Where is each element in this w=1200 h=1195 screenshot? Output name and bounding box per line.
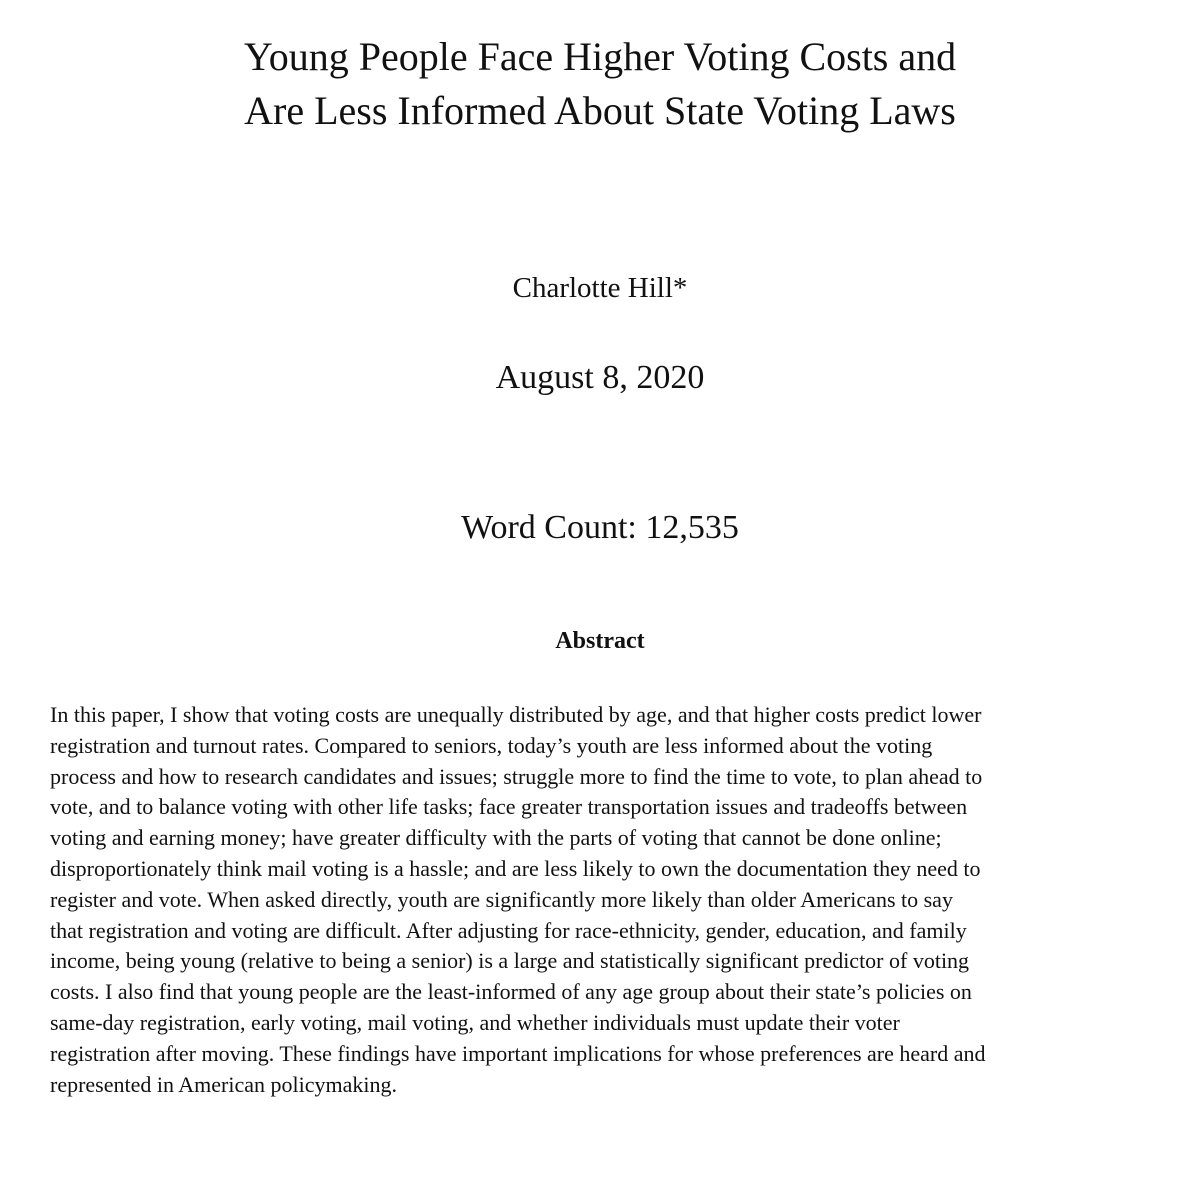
abstract-line: register and vote. When asked directly, youth are significantly more likely than older Americans to say bbox=[50, 886, 953, 912]
word-count: Word Count: 12,535 bbox=[461, 509, 739, 546]
abstract-line: same-day registration, early voting, mail voting, and whether individuals must update their voter bbox=[50, 1009, 900, 1035]
abstract-line: voting and earning money; have greater difficulty with the parts of voting that cannot be done online; bbox=[50, 825, 942, 851]
abstract-line: represented in American policymaking. bbox=[50, 1071, 397, 1097]
abstract-body bbox=[50, 700, 1170, 1100]
paper-title bbox=[0, 30, 1200, 138]
paper-title-line: Young People Face Higher Voting Costs and bbox=[243, 34, 957, 79]
abstract-line: process and how to research candidates and issues; struggle more to find the time to vote, to plan ahead to bbox=[50, 763, 983, 789]
abstract-line: registration and turnout rates. Compared to seniors, today’s youth are less informed about the voting bbox=[50, 732, 933, 758]
abstract-heading: Abstract bbox=[555, 628, 645, 654]
abstract-line: registration after moving. These findings have important implications for whose preferences are heard and bbox=[50, 1040, 986, 1066]
abstract-line: disproportionately think mail voting is a hassle; and are less likely to own the documentation they need to bbox=[50, 855, 981, 881]
abstract-line: income, being young (relative to being a senior) is a large and statistically significant predictor of voting bbox=[50, 948, 970, 974]
abstract-line: In this paper, I show that voting costs are unequally distributed by age, and that higher costs predict lower bbox=[50, 702, 982, 727]
abstract-line: that registration and voting are difficult. After adjusting for race-ethnicity, gender, education, and family bbox=[50, 917, 967, 943]
paper-title-line: Are Less Informed About State Voting Laws bbox=[244, 88, 956, 133]
paper-date: August 8, 2020 bbox=[495, 359, 705, 396]
author-name: Charlotte Hill* bbox=[512, 272, 688, 304]
abstract-line: costs. I also find that young people are the least-informed of any age group about their state’s policies on bbox=[50, 979, 972, 1005]
abstract-line: vote, and to balance voting with other life tasks; face greater transportation issues and tradeoffs between bbox=[50, 794, 968, 820]
